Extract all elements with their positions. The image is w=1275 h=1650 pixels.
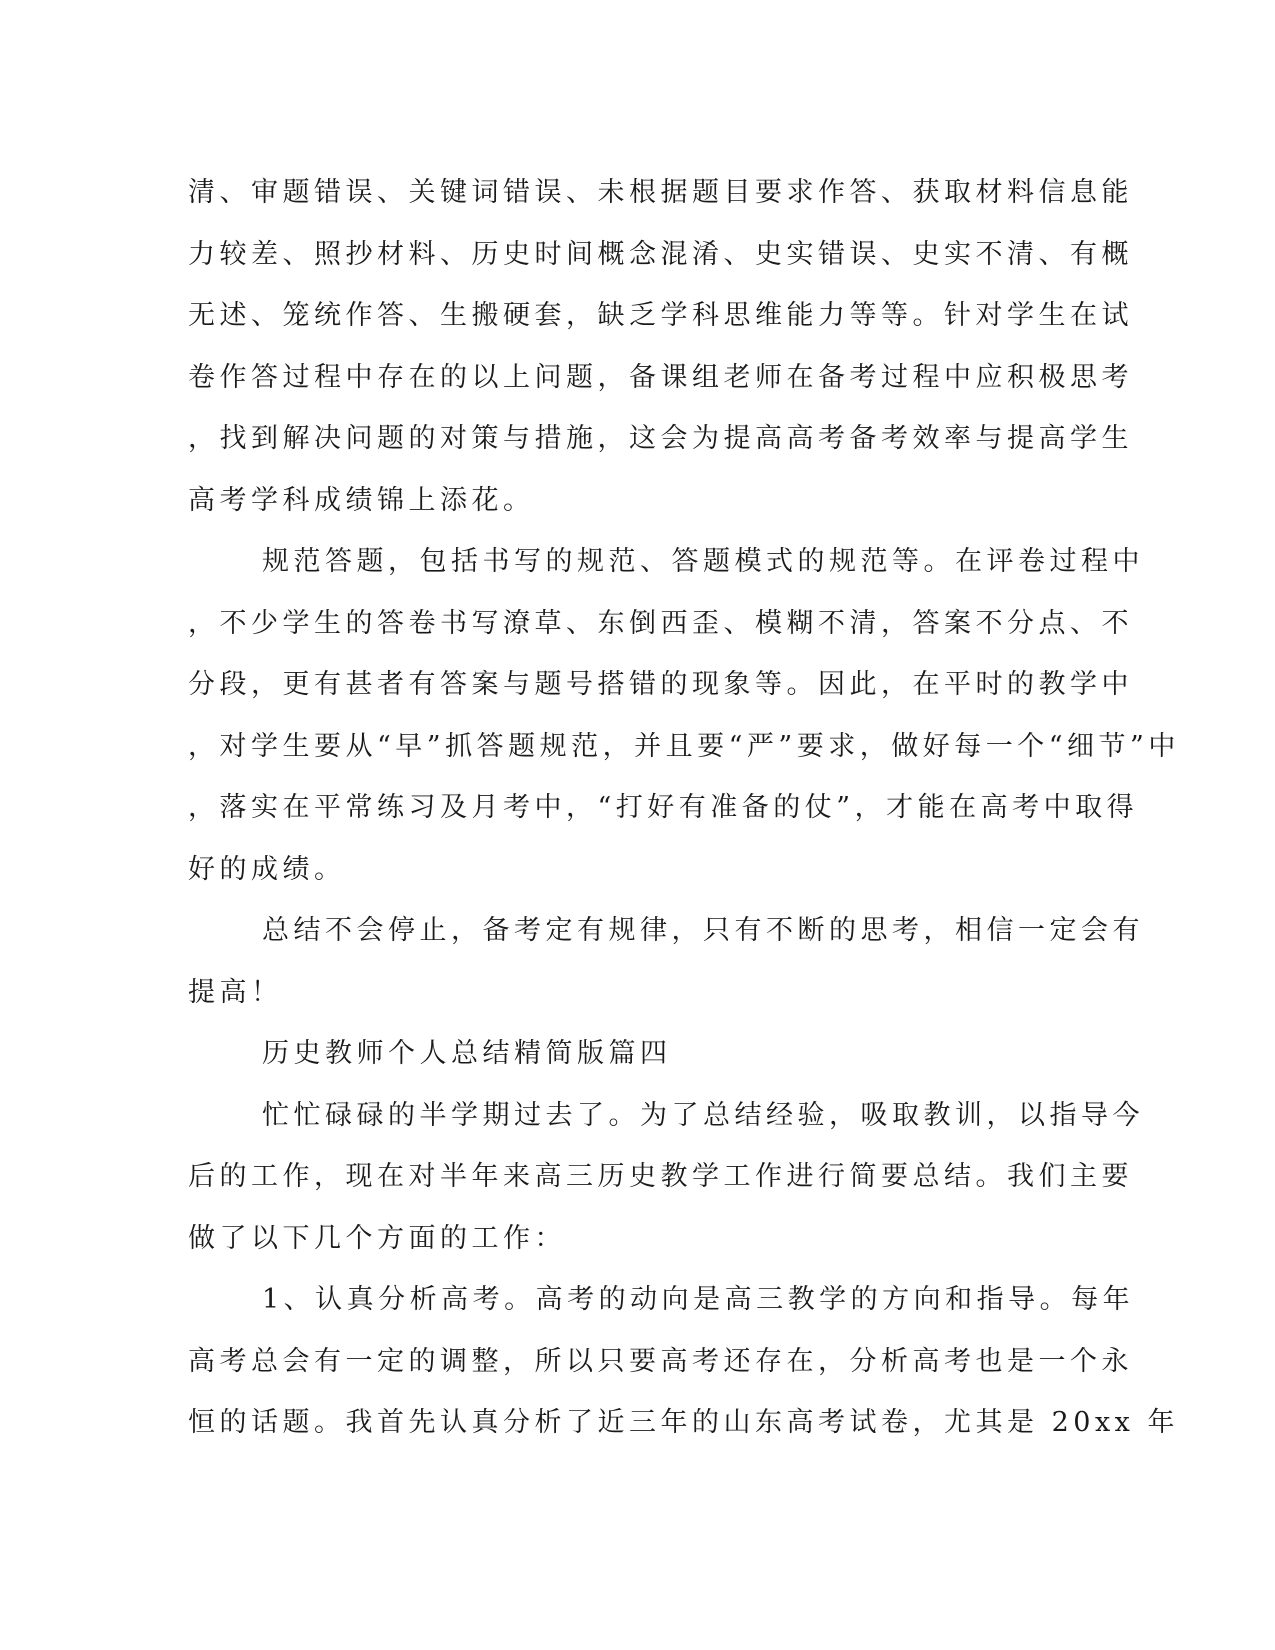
text-line: ，找到解决问题的对策与措施，这会为提高高考备考效率与提高学生 [188,423,1133,454]
paragraph-first-line: 忙忙碌碌的半学期过去了。为了总结经验，吸取教训，以指导今 [262,1099,1144,1131]
text-line: 高考学科成绩锦上添花。 [188,484,535,516]
text-line: ，落实在平常练习及月考中，“打好有准备的仗”，才能在高考中取得 [188,792,1139,823]
text-line: 恒的话题。我首先认真分析了近三年的山东高考试卷，尤其是 20xx 年 [188,1407,1179,1438]
text-line: 好的成绩。 [188,853,346,885]
text-line: 后的工作，现在对半年来高三历史教学工作进行简要总结。我们主要 [188,1161,1133,1192]
text-line: 卷作答过程中存在的以上问题，备课组老师在备考过程中应积极思考 [188,361,1133,393]
text-line: 无述、笼统作答、生搬硬套，缺乏学科思维能力等等。针对学生在试 [188,300,1133,331]
text-line: 清、审题错误、关键词错误、未根据题目要求作答、获取材料信息能 [188,177,1133,208]
paragraph-first-line: 1、认真分析高考。高考的动向是高三教学的方向和指导。每年 [262,1284,1135,1315]
text-line: 力较差、照抄材料、历史时间概念混淆、史实错误、史实不清、有概 [188,238,1133,270]
text-line: 高考总会有一定的调整，所以只要高考还存在，分析高考也是一个永 [188,1345,1133,1377]
text-line: ，对学生要从“早”抓答题规范，并且要“严”要求，做好每一个“细节”中 [188,730,1180,762]
text-line: ，不少学生的答卷书写潦草、东倒西歪、模糊不清，答案不分点、不 [188,607,1133,639]
paragraph-first-line: 总结不会停止，备考定有规律，只有不断的思考，相信一定会有 [262,915,1144,946]
text-line: 做了以下几个方面的工作： [188,1222,566,1254]
text-line: 分段，更有甚者有答案与题号搭错的现象等。因此，在平时的教学中 [188,669,1133,700]
text-line: 提高！ [188,976,283,1008]
document-body [188,162,1180,1454]
paragraph-first-line: 规范答题，包括书写的规范、答题模式的规范等。在评卷过程中 [262,546,1144,577]
section-heading: 历史教师个人总结精简版篇四 [262,1038,672,1069]
